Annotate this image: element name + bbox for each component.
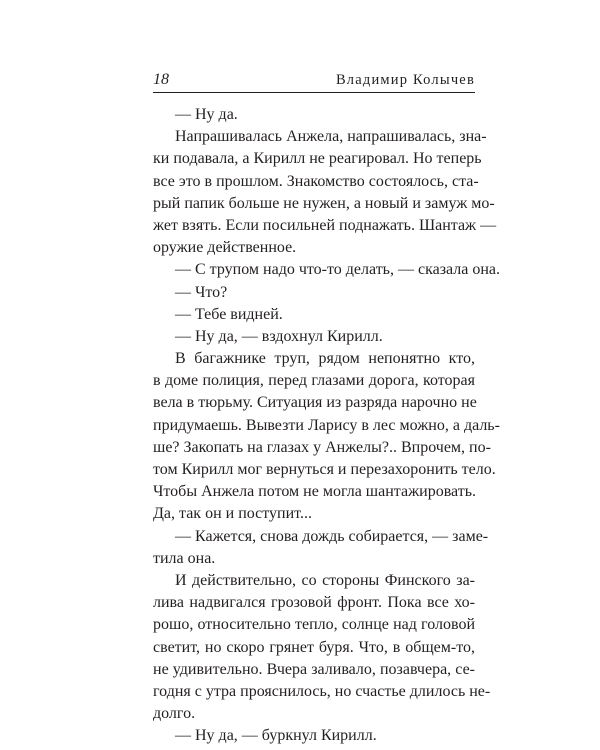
text-line: тила она.	[153, 549, 216, 567]
text-line: годня с утра прояснилось, но счастье длилось не-	[153, 682, 491, 700]
body-text	[153, 104, 501, 747]
text-line: вела в тюрьму. Ситуация из разряда нарочно не	[153, 394, 477, 412]
text-line: Чтобы Анжела потом не могла шантажировать.	[153, 483, 477, 501]
header-rule	[153, 92, 475, 93]
text-line: том Кирилл мог вернуться и перезахоронить тело.	[153, 461, 496, 478]
text-line: Напрашивалась Анжела, напрашивалась, зна-	[175, 128, 487, 146]
page-header	[153, 70, 475, 90]
text-line: — Ну да, — буркнул Кирилл.	[175, 727, 377, 745]
text-line: рошо, относительно тепло, солнце над головой	[153, 616, 475, 634]
text-line: долго.	[153, 705, 196, 723]
text-line: не удивительно. Вчера заливало, позавчера, се-	[153, 660, 475, 678]
text-line: жет взять. Если посильней поднажать. Шантаж —	[153, 216, 497, 234]
text-line: Да, так он и поступит...	[153, 505, 312, 523]
running-title: Владимир Колычев	[335, 72, 475, 88]
text-line: В багажнике труп, рядом непонятно кто,	[175, 350, 475, 368]
text-line: — Ну да.	[175, 106, 238, 123]
text-line: лива надвигался грозовой фронт. Пока все хо-	[153, 594, 475, 612]
text-line: ки подавала, а Кирилл не реагировал. Но теперь	[153, 150, 482, 168]
text-line: — Тебе видней.	[175, 305, 283, 323]
text-line: — С трупом надо что-то делать, — сказала она.	[175, 261, 501, 279]
text-line: в доме полиция, перед глазами дорога, которая	[153, 372, 475, 390]
text-line: светит, но скоро грянет буря. Что, в общем-то,	[153, 638, 475, 656]
text-line: И действительно, со стороны Финского за-	[175, 571, 475, 589]
text-line: — Ну да, — вздохнул Кирилл.	[175, 327, 383, 345]
text-line: рый папик больше не нужен, а новый и замуж мо-	[153, 194, 495, 212]
text-line: — Кажется, снова дождь собирается, — заме-	[175, 527, 489, 545]
text-line: придумаешь. Вывезти Ларису в лес можно, а даль-	[153, 416, 500, 434]
text-line: — Что?	[175, 283, 228, 301]
text-line: все это в прошлом. Знакомство состоялось, ста-	[153, 172, 479, 190]
page-number: 18	[153, 71, 169, 88]
text-line: оружие действенное.	[153, 239, 297, 257]
text-line: ше? Закопать на глазах у Анжелы?.. Впрочем, по-	[153, 438, 491, 456]
